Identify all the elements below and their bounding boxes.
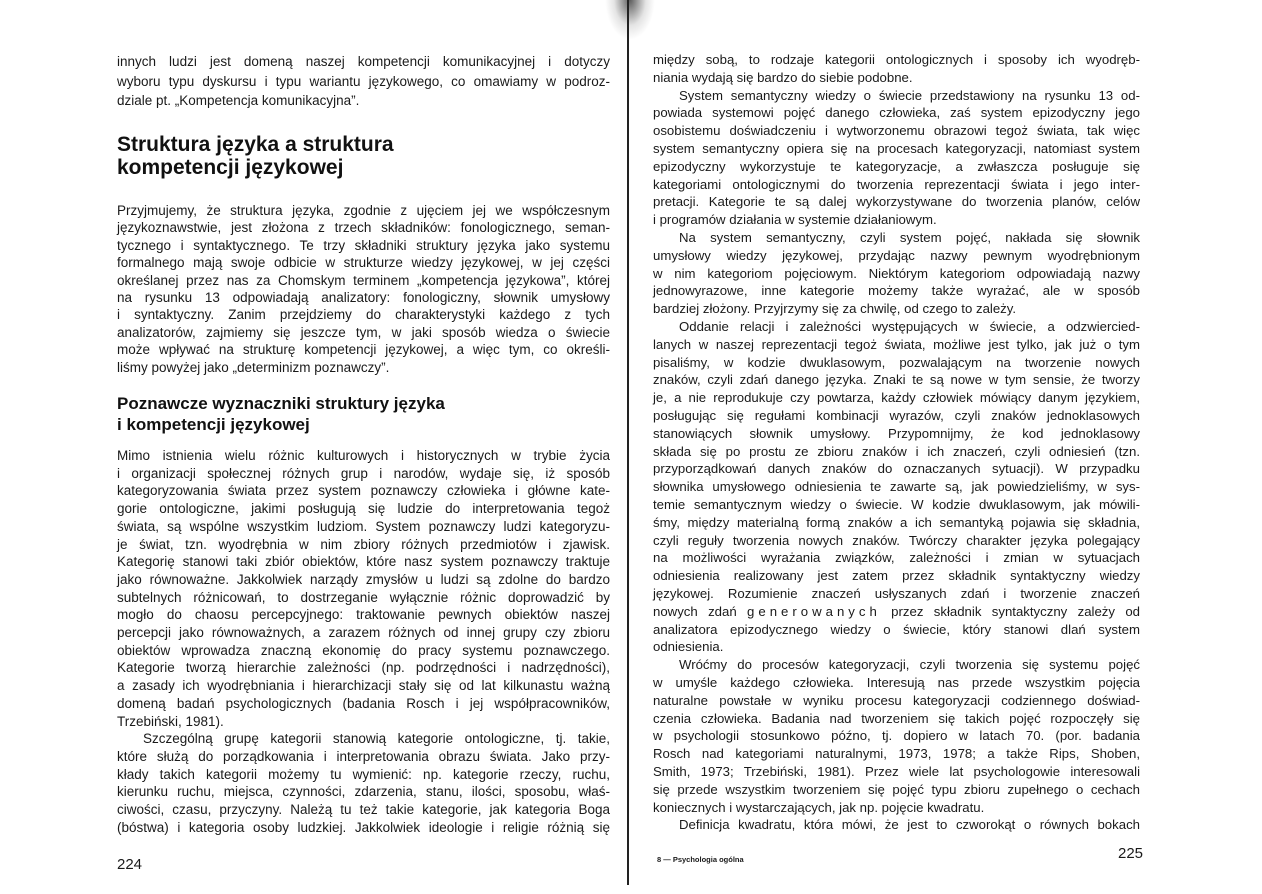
text-line: wyboru typu dyskursu i typu wariantu językowego, co omawiamy w podroz- [117,73,610,89]
text-line: między sobą, to rodzaje kategorii ontologicznych i sposoby ich wyodręb- [653,52,1140,67]
text-line: językoznawstwie, jest złożona z trzech składników: fonologicznego, seman- [117,220,610,236]
text-line: liśmy powyżej jako „determinizm poznawczy”. [117,359,390,375]
text-line: subtelnych różnicowań, to dostrzeganie wyłącznie różnic doprowadzić by [117,589,610,605]
text-line: je świat, tzn. wyodrębnia w nim zbiory różnych przedmiotów i zjawisk. [117,536,610,552]
text-line: językowej. Rozumienie znaczeń usłyszanych zdań i tworzenie znaczeń [653,586,1140,601]
text-line: osobistemu doświadczeniu i wytworzonemu obrazowi tegoż świata, tak więc [653,123,1140,139]
text-line: w nim kategoriom pojęciowym. Niektórym kategoriom odpowiadają nazwy [653,265,1140,281]
text-line: Mimo istnienia wielu różnic kulturowych i historycznych w trybie życia [117,448,610,463]
text-line: System semantyczny wiedzy o świecie przedstawiony na rysunku 13 od- [679,87,1140,103]
text-line: się przede wszystkim tworzeniem się pojęć typu zbioru zupełnego o cechach [653,781,1140,797]
text-line: temie semantycznym wiedzy o świecie. W kodzie dwuklasowym, jak mówili- [653,497,1140,512]
text-segment: nowych zdań [653,603,748,619]
text-line: tycznego i syntaktycznego. Te trzy składniki struktury języka jako systemu [117,237,610,253]
text-line: (bóstwa) i kategoria osoby ludzkiej. Jakkolwiek ideologie i religie różnią się [117,819,610,835]
text-line: jednowyrazowe, inne kategorie możemy także wyrażać, ale w sposób [653,283,1140,299]
text-line: Rosch nad kategoriami naturalnymi, 1973, 1978; a także Rips, Shoben, [653,746,1140,762]
text-line [653,603,1140,621]
text-line: odniesienia. [653,639,724,655]
text-line: koniecznych i wystarczających, jak np. pojęcie kwadratu. [653,799,985,815]
text-line: określanej przez nas za Chomskym terminem „kompetencja językowa”, której [117,272,610,288]
subsection-heading: i kompetencji językowej [117,415,310,434]
text-line: czenia człowieka. Badania nad tworzeniem się takich pojęć rozpoczęły się [653,710,1140,726]
text-line: pisaliśmy, w kodzie dwuklasowym, pozwalającym na tworzenie nowych [653,354,1140,370]
spaced-emphasis: generowanych [747,603,881,619]
subsection-heading: Poznawcze wyznaczniki struktury języka [117,394,445,413]
text-line: kategoryzowania świata przez system poznawczy człowieka i główne kate- [117,483,610,499]
text-line: na możliwości wyrażania związków, zależności i zmian w sytuacjach [653,550,1140,566]
section-heading: kompetencji językowej [117,156,344,179]
scan-smudge [605,0,655,40]
text-line: analizatorów, zajmiemy się jeszcze tym, w jaki sposób wiedza o świecie [117,324,610,340]
page-footer: 8 — Psychologia ogólna [657,855,744,864]
text-line: odniesienia realizowany jest zatem przez składnik syntaktyczny wiedzy [653,568,1140,584]
text-line: i programów działania w systemie działaniowym. [653,212,937,228]
text-line: ciwości, czasu, przyczyny. Należą tu też takie kategorie, jak kategoria Boga [117,802,610,817]
text-line: kłady takich kategorii możemy tu wymienić: np. kategorie rzeczy, ruchu, [117,766,610,782]
text-line: czyli reguły tworzenia nowych znaków. Twórczy charakter języka polegający [653,532,1140,548]
text-line: umysłowy wiedzy językowej, przydając nazwy pewnym wyodrębnionym [653,247,1140,263]
text-line: naturalne powstałe w wyniku procesu kategoryzacji codziennego doświad- [653,692,1140,708]
text-line: analizatora epizodycznego wiedzy o świecie, który stanowi dlań system [653,621,1140,637]
section-heading: Struktura języka a struktura [117,133,394,156]
text-line: powiada systemowi pojęć danego człowieka, zaś system epizodyczny jego [653,105,1140,121]
page-number-left: 224 [117,856,143,873]
text-line: świata, są wspólne wszystkim ludziom. System poznawczy ludzi kategoryzu- [117,518,610,534]
text-line: słownika umysłowego odniesienia te zawarte są, jak powiedzieliśmy, w sys- [653,479,1140,495]
text-line: formalnego mają swoje odbicie w strukturze wiedzy językowej, w jej części [117,255,610,271]
text-line: w umyśle każdego człowieka. Interesują nas przede wszystkim pojęcia [653,675,1140,690]
text-line: które służą do porządkowania i interpretowania obrazu świata. Jako przy- [117,748,610,764]
text-line: Definicja kwadratu, która mówi, że jest to czworokąt o równych bokach [679,817,1140,833]
text-line: może wpływać na strukturę kompetencji językowej, a więc tym, co określi- [117,342,610,358]
text-line: na rysunku 13 odpowiadają analizatory: fonologiczny, słownik umysłowy [117,290,610,305]
text-line: dziale pt. „Kompetencja komunikacyjna”. [117,93,360,108]
text-line: system semantyczny opiera się na procesach kategoryzacji, natomiast system [653,141,1140,156]
text-line: epizodyczny wykorzystuje te kategoryzacje, a zwłaszcza posługuje się [653,158,1140,174]
text-line: Oddanie relacji i zależności występujących w świecie, a odzwiercied- [679,319,1140,334]
text-line: w psychologii stosunkowo późno, tj. dopiero w latach 70. (por. badania [653,728,1140,744]
text-line: Przyjmujemy, że struktura języka, zgodnie z ujęciem jej we współczesnym [117,203,610,218]
page-number-right: 225 [1118,845,1144,862]
text-line: gorie ontologiczne, jakimi posługują się ludzie do interpretowania tegoż [117,501,610,517]
text-line: niania wydają się bardzo do siebie podobne. [653,69,913,85]
text-line: a zasady ich wyodrębniania i hierarchizacji stały się od lat kilkunastu ważną [117,678,610,694]
text-line: Kategorie tworzą hierarchie zależności (np. podrzędności i nadrzędności), [117,660,610,676]
book-gutter [627,0,629,885]
text-segment: przez składnik syntaktyczny zależy od [880,603,1141,619]
text-line: stanowiących słownik umysłowy. Przypomnijmy, że kod jednoklasowy [653,425,1140,441]
text-line: mogło do chaosu percepcyjnego: traktowanie pewnych obiektów naszej [117,607,610,623]
text-line: Trzebiński, 1981). [117,713,224,729]
text-line: przyporządkowań danych znaków do oznaczanych sytuacji). W przypadku [653,461,1140,477]
text-line: obiektów wprowadza znaczną ekonomię do pracy systemu poznawczego. [117,642,610,658]
right-page [653,0,1140,894]
text-line: śmy, między materialną formą znaków a ich semantyką pojawia się składnia, [653,514,1140,530]
text-line: pretacji. Kategorie te są dalej wykorzystywane do tworzenia planów, celów [653,194,1140,210]
text-line: składa się po prostu ze zbioru znaków i ich znaczeń, czyli odniesień (tzn. [653,443,1140,459]
text-line: kierunku ruchu, miejsca, czynności, zdarzenia, stanu, ilości, sposobu, właś- [117,784,610,800]
text-line: domeną badań psychologicznych (badania Rosch i jej współpracowników, [117,695,610,711]
text-line: kategoriami ontologicznymi do tworzenia reprezentacji świata i jego inter- [653,176,1140,192]
text-line: percepcji jako równoważnych, a zarazem różnych od innej grupy czy zbioru [117,625,610,640]
text-line: jako równoważne. Jakkolwiek narządy zmysłów u ludzi są zdolne do bardzo [117,571,610,587]
text-line: Smith, 1973; Trzebiński, 1981). Przez wiele lat psychologowie interesowali [653,764,1140,779]
text-line: i organizacji społecznej różnych grup i narodów, wydaje się, iż sposób [117,465,610,481]
left-page [117,0,610,894]
text-line: innych ludzi jest domeną naszej kompetencji komunikacyjnej i dotyczy [117,54,610,69]
text-line: Wróćmy do procesów kategoryzacji, czyli tworzenia się systemu pojęć [679,657,1140,673]
text-line: Szczególną grupę kategorii stanowią kategorie ontologiczne, tj. takie, [143,731,610,747]
text-line: Na system semantyczny, czyli system pojęć, nakłada się słownik [679,230,1140,245]
text-line: i syntaktyczny. Zanim przejdziemy do charakterystyki każdego z tych [117,307,610,323]
text-line: znaków, czyli zdań danego języka. Znaki te są nowe w tym sensie, że tworzy [653,372,1140,388]
text-line: posługując się regułami kombinacji wyrazów, czyli znaków jednoklasowych [653,408,1140,423]
text-line: lanych w naszej reprezentacji tegoż świata, możliwe jest tylko, jak już o tym [653,336,1140,352]
text-line: bardziej złożony. Przyjrzymy się za chwilę, od czego to zależy. [653,301,1017,317]
text-line: je, a nie reprodukuje czy powtarza, każdy człowiek mówiący danym językiem, [653,390,1140,406]
text-line: Kategorię stanowi taki zbiór obiektów, które nasz system poznawczy traktuje [117,554,610,570]
